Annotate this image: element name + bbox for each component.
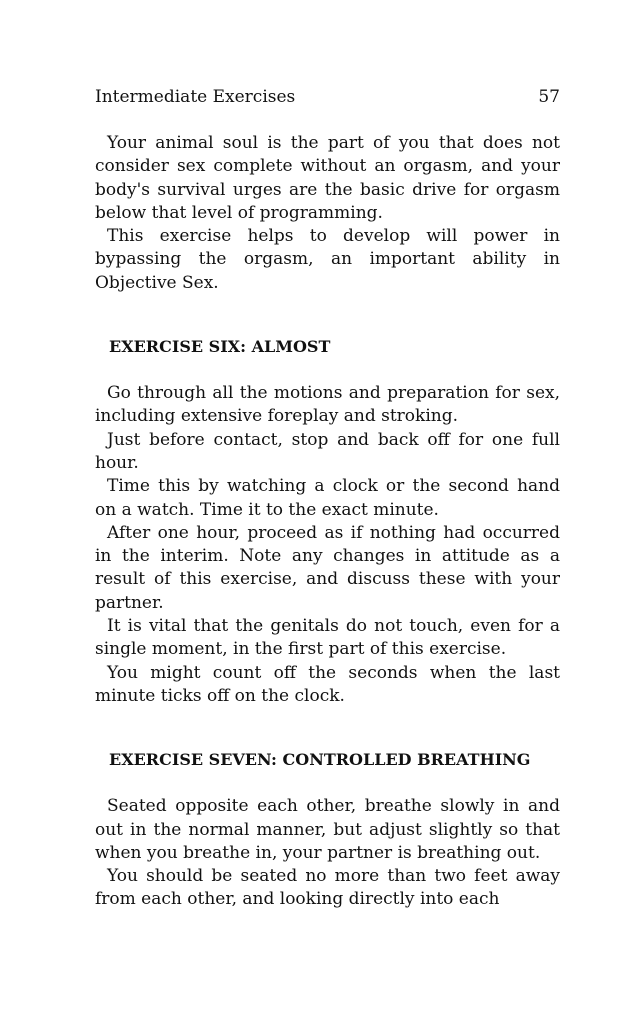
exercise-six-paragraph: You might count off the seconds when the last minute ticks off on the clock. [95, 662, 560, 706]
exercise-seven-heading: EXERCISE SEVEN: CONTROLLED BREATHING [109, 750, 531, 770]
exercise-seven-paragraph: Seated opposite each other, breathe slowly in and out in the normal manner, but adjust slightly so that when you breathe in, your partner is breathing out. [95, 796, 560, 863]
intro-paragraph: Your animal soul is the part of you that does not consider sex complete without an orgasm, and your body's survival urges are the basic drive for orgasm below that level of programming. [95, 133, 560, 223]
exercise-six-paragraph: After one hour, proceed as if nothing had occurred in the interim. Note any changes in attitude as a result of this exercise, and discuss these with your partner. [95, 522, 560, 613]
book-page [95, 0, 560, 1021]
exercise-six-paragraph: It is vital that the genitals do not touch, even for a single moment, in the first part of this exercise. [95, 616, 560, 660]
section-spacer [95, 295, 560, 335]
intro-paragraph: This exercise helps to develop will power in bypassing the orgasm, an important ability in Objective Sex. [95, 226, 560, 293]
page-number: 57 [538, 87, 560, 107]
section-spacer [95, 708, 560, 748]
running-header [95, 87, 560, 111]
exercise-six-paragraph: Just before contact, stop and back off for one full hour. [95, 429, 560, 473]
exercise-six-paragraph: Time this by watching a clock or the second hand on a watch. Time it to the exact minute. [95, 476, 560, 520]
section-spacer [95, 358, 560, 382]
body-text [95, 132, 560, 912]
exercise-six-paragraph: Go through all the motions and preparation for sex, including extensive foreplay and stroking. [95, 383, 560, 427]
section-title: Intermediate Exercises [95, 87, 296, 107]
exercise-seven-paragraph: You should be seated no more than two feet away from each other, and looking directly into each [95, 866, 560, 910]
section-spacer [95, 771, 560, 795]
exercise-six-heading: EXERCISE SIX: ALMOST [109, 337, 331, 357]
